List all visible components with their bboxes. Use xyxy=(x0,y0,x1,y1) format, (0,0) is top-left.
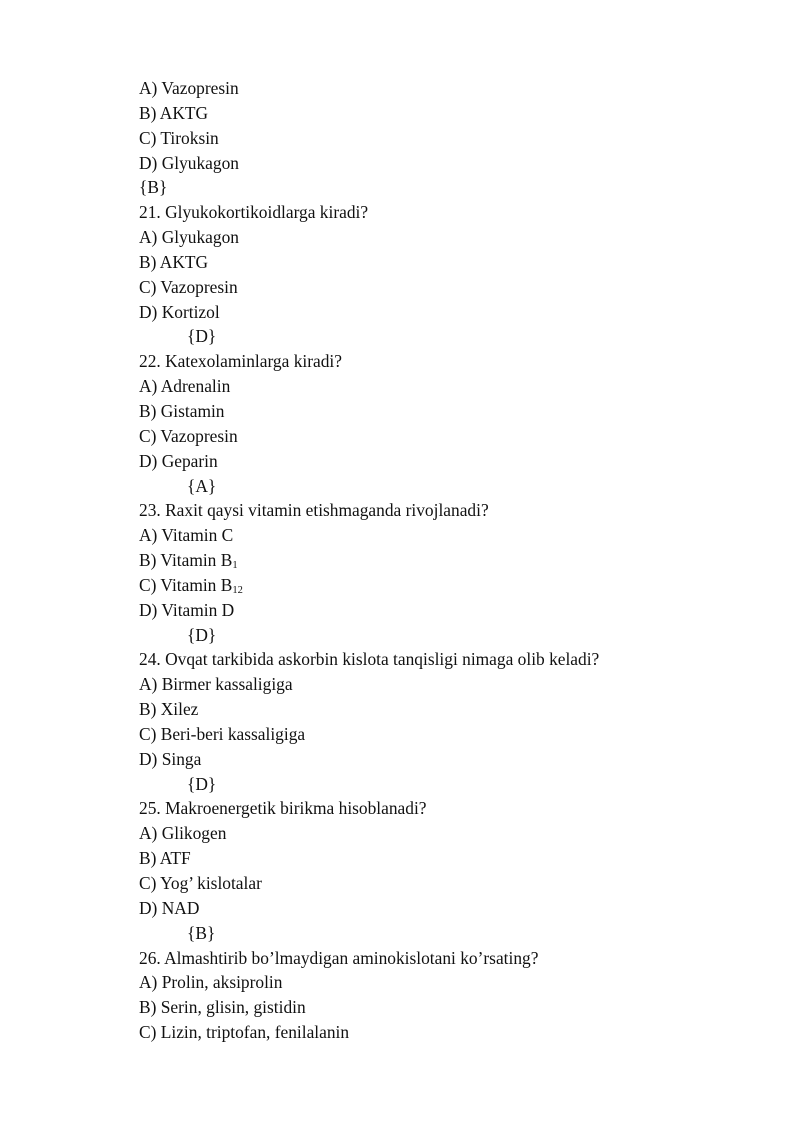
option-label: C) Beri-beri kassaligiga xyxy=(139,723,306,744)
answer-option xyxy=(139,250,759,275)
option-label: D) Kortizol xyxy=(139,301,220,322)
answer-option xyxy=(139,871,759,896)
question-label: 21. Glyukokortikoidlarga kiradi? xyxy=(139,202,369,223)
question-text xyxy=(139,946,759,971)
question-text xyxy=(139,647,759,672)
answer-option xyxy=(139,523,759,548)
answer-option xyxy=(139,399,759,424)
answer-option xyxy=(139,846,759,871)
answer-key xyxy=(139,324,759,349)
option-label: D) Geparin xyxy=(139,450,218,471)
answer-option xyxy=(139,573,759,598)
option-label: C) Yog’ kislotalar xyxy=(139,873,262,893)
answer-option xyxy=(139,374,759,399)
answer-label: {D} xyxy=(187,326,217,347)
question-text xyxy=(139,796,759,821)
answer-label: {A} xyxy=(187,475,217,496)
question-label: 26. Almashtirib bo’lmaydigan aminokislotani ko’rsating? xyxy=(139,947,539,968)
answer-option xyxy=(139,548,759,573)
answer-option xyxy=(139,151,759,176)
question-label: 24. Ovqat tarkibida askorbin kislota tanqisligi nimaga olib keladi? xyxy=(139,649,600,670)
answer-option xyxy=(139,970,759,995)
answer-key xyxy=(139,623,759,648)
answer-option xyxy=(139,225,759,250)
option-label: A) Vitamin C xyxy=(139,525,234,546)
option-label: D) Glyukagon xyxy=(139,152,239,173)
answer-label: {B} xyxy=(139,177,168,198)
answer-option xyxy=(139,275,759,300)
question-text xyxy=(139,349,759,374)
answer-label: {D} xyxy=(187,773,217,794)
answer-label: {B} xyxy=(187,922,216,943)
option-label: C) Tiroksin xyxy=(139,127,219,148)
option-label: C) Lizin, triptofan, fenilalanin xyxy=(139,1022,350,1043)
answer-option xyxy=(139,598,759,623)
answer-option xyxy=(139,424,759,449)
question-text xyxy=(139,498,759,523)
answer-key xyxy=(139,921,759,946)
answer-key xyxy=(139,772,759,797)
answer-label: {D} xyxy=(187,624,217,645)
answer-option xyxy=(139,126,759,151)
answer-option xyxy=(139,896,759,921)
subscript: 1 xyxy=(232,560,238,572)
answer-key xyxy=(139,175,759,200)
option-label: D) Singa xyxy=(139,748,202,769)
option-label: A) Prolin, aksiprolin xyxy=(139,972,283,993)
option-label: A) Glyukagon xyxy=(139,227,239,248)
answer-option xyxy=(139,1020,759,1045)
option-label: D) NAD xyxy=(139,897,200,918)
subscript: 12 xyxy=(232,584,243,596)
answer-key xyxy=(139,474,759,499)
option-label: B) Gistamin xyxy=(139,400,225,421)
option-label: B) Serin, glisin, gistidin xyxy=(139,997,306,1018)
option-label: B) AKTG xyxy=(139,102,209,123)
question-label: 22. Katexolaminlarga kiradi? xyxy=(139,351,342,372)
option-label: C) Vazopresin xyxy=(139,276,238,297)
answer-option xyxy=(139,697,759,722)
answer-option xyxy=(139,821,759,846)
option-label: C) Vazopresin xyxy=(139,425,238,446)
answer-option xyxy=(139,449,759,474)
question-text xyxy=(139,200,759,225)
option-label: A) Birmer kassaligiga xyxy=(139,674,293,695)
option-label: B) ATF xyxy=(139,848,191,869)
question-label: 25. Makroenergetik birikma hisoblanadi? xyxy=(139,798,427,819)
option-label: B) Vitamin B xyxy=(139,550,233,571)
option-label: A) Vazopresin xyxy=(139,78,239,98)
option-label: C) Vitamin B xyxy=(139,574,233,595)
option-label: A) Glikogen xyxy=(139,823,227,844)
answer-option xyxy=(139,995,759,1020)
answer-option xyxy=(139,672,759,697)
quiz-text-block xyxy=(139,76,759,1045)
question-label: 23. Raxit qaysi vitamin etishmaganda rivojlanadi? xyxy=(139,500,489,521)
option-label: A) Adrenalin xyxy=(139,376,231,397)
answer-option xyxy=(139,300,759,325)
option-label: D) Vitamin D xyxy=(139,599,235,620)
answer-option xyxy=(139,101,759,126)
answer-option xyxy=(139,747,759,772)
option-label: B) AKTG xyxy=(139,251,209,272)
option-label: B) Xilez xyxy=(139,699,199,720)
answer-option xyxy=(139,722,759,747)
answer-option xyxy=(139,76,759,101)
